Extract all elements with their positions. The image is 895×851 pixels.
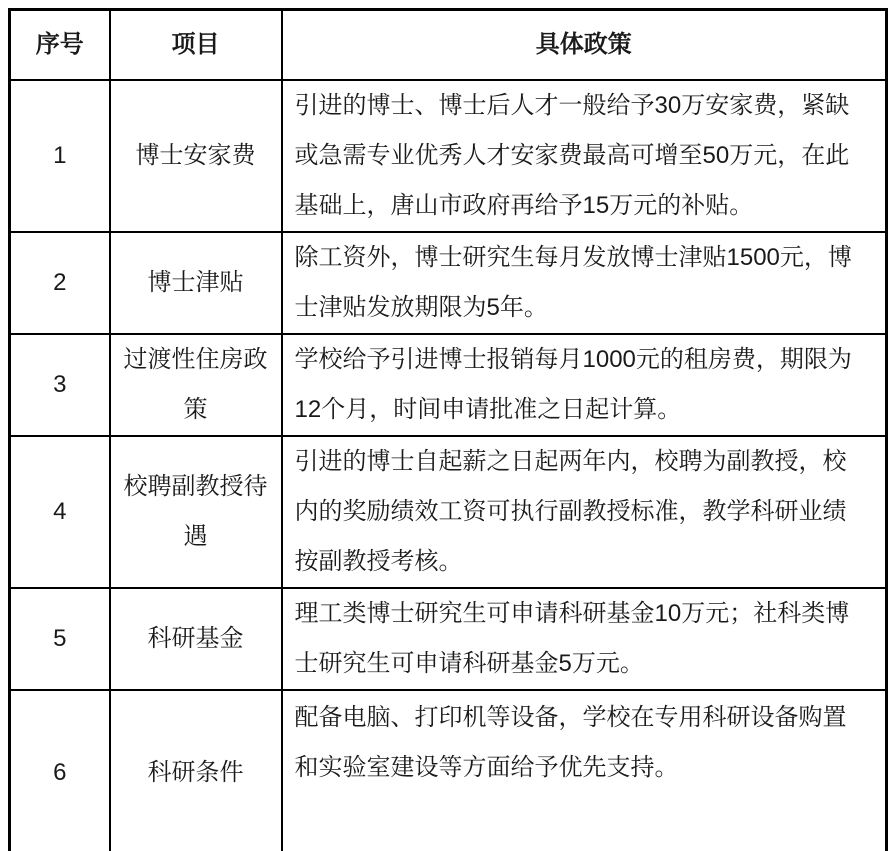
table-header-row xyxy=(10,10,887,80)
item-name: 科研基金 xyxy=(110,588,282,690)
item-name: 校聘副教授待遇 xyxy=(110,436,282,588)
policy-text: 配备电脑、打印机等设备，学校在专用科研设备购置和实验室建设等方面给予优先支持。 xyxy=(282,690,887,851)
table-row xyxy=(10,690,887,851)
table-row xyxy=(10,436,887,588)
item-name: 博士津贴 xyxy=(110,232,282,334)
table-row xyxy=(10,232,887,334)
row-number: 6 xyxy=(10,690,110,851)
policy-text: 学校给予引进博士报销每月1000元的租房费，期限为12个月，时间申请批准之日起计算。 xyxy=(282,334,887,436)
policy-text: 除工资外，博士研究生每月发放博士津贴1500元，博士津贴发放期限为5年。 xyxy=(282,232,887,334)
row-number: 1 xyxy=(10,80,110,232)
table-row xyxy=(10,80,887,232)
policy-text: 理工类博士研究生可申请科研基金10万元；社科类博士研究生可申请科研基金5万元。 xyxy=(282,588,887,690)
table-row xyxy=(10,334,887,436)
item-name: 博士安家费 xyxy=(110,80,282,232)
header-cell-item: 项目 xyxy=(110,10,282,80)
row-number: 5 xyxy=(10,588,110,690)
row-number: 4 xyxy=(10,436,110,588)
row-number: 2 xyxy=(10,232,110,334)
item-name: 过渡性住房政策 xyxy=(110,334,282,436)
item-name: 科研条件 xyxy=(110,690,282,851)
policy-text: 引进的博士、博士后人才一般给予30万安家费，紧缺或急需专业优秀人才安家费最高可增至50万元，在此基础上，唐山市政府再给予15万元的补贴。 xyxy=(282,80,887,232)
header-cell-number: 序号 xyxy=(10,10,110,80)
doctor-policy-table xyxy=(8,8,888,851)
table-row xyxy=(10,588,887,690)
header-cell-policy: 具体政策 xyxy=(282,10,887,80)
policy-text: 引进的博士自起薪之日起两年内，校聘为副教授，校内的奖励绩效工资可执行副教授标准，教学科研业绩按副教授考核。 xyxy=(282,436,887,588)
row-number: 3 xyxy=(10,334,110,436)
